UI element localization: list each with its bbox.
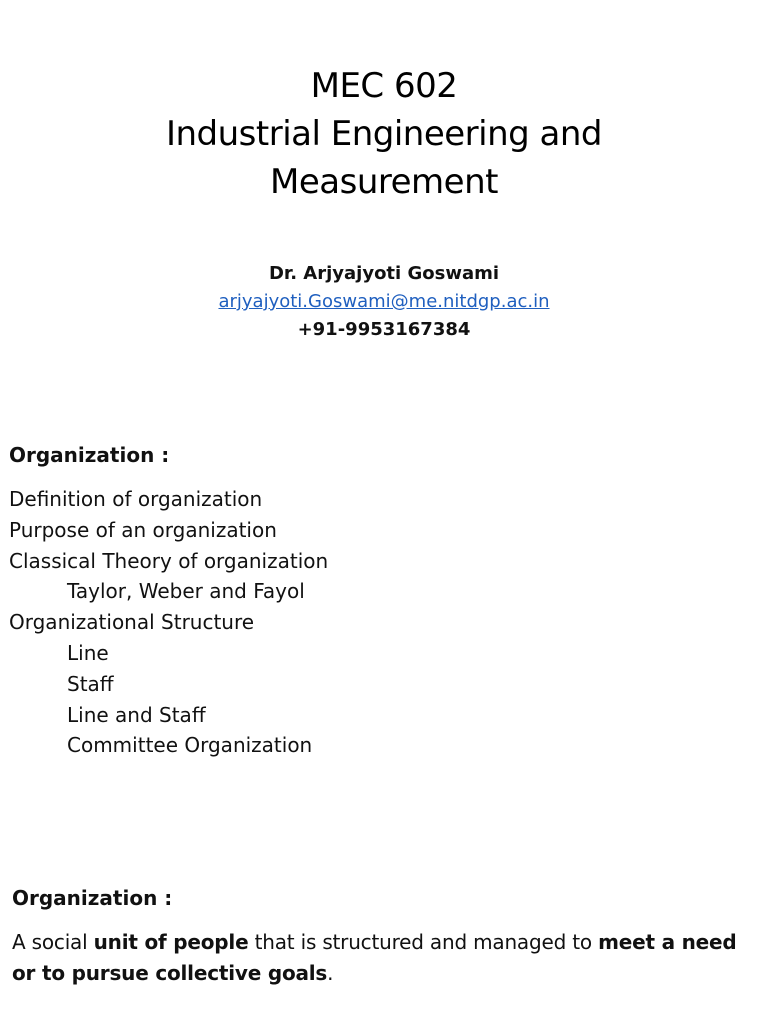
title-course-name-line2: Measurement <box>270 162 498 202</box>
author-name: Dr. Arjyajyoti Goswami <box>268 263 500 284</box>
definition-emphasis: meet a need or to pursue collective goals <box>12 930 737 985</box>
outline-list <box>9 484 749 761</box>
list-item: Purpose of an organization <box>9 517 277 542</box>
list-item: Line and Staff <box>67 702 206 727</box>
author-info <box>0 260 768 344</box>
slide-title <box>0 62 768 206</box>
author-email-link[interactable]: arjyajyoti.Goswami@me.nitdgp.ac.in <box>218 291 550 312</box>
list-item: Organizational Structure <box>9 610 255 635</box>
author-phone: +91-9953167384 <box>297 319 471 340</box>
list-item: Staff <box>67 671 114 696</box>
definition-text-part: . <box>327 961 334 985</box>
definition-text <box>12 927 764 989</box>
definition-text-part: A social <box>12 930 94 954</box>
definition-text-part: that is structured and managed to <box>248 930 599 954</box>
definition-heading: Organization : <box>12 886 173 910</box>
list-item: Classical Theory of organization <box>9 548 329 573</box>
organization-definition <box>12 883 764 989</box>
definition-emphasis: unit of people <box>93 930 249 954</box>
list-item: Line <box>67 640 109 665</box>
list-item: Definition of organization <box>9 487 263 511</box>
list-item: Committee Organization <box>67 733 313 758</box>
title-course-code: MEC 602 <box>310 66 458 106</box>
outline-heading: Organization : <box>9 443 170 467</box>
title-course-name-line1: Industrial Engineering and <box>165 114 603 154</box>
list-item: Taylor, Weber and Fayol <box>67 579 305 604</box>
organization-outline <box>9 440 749 761</box>
